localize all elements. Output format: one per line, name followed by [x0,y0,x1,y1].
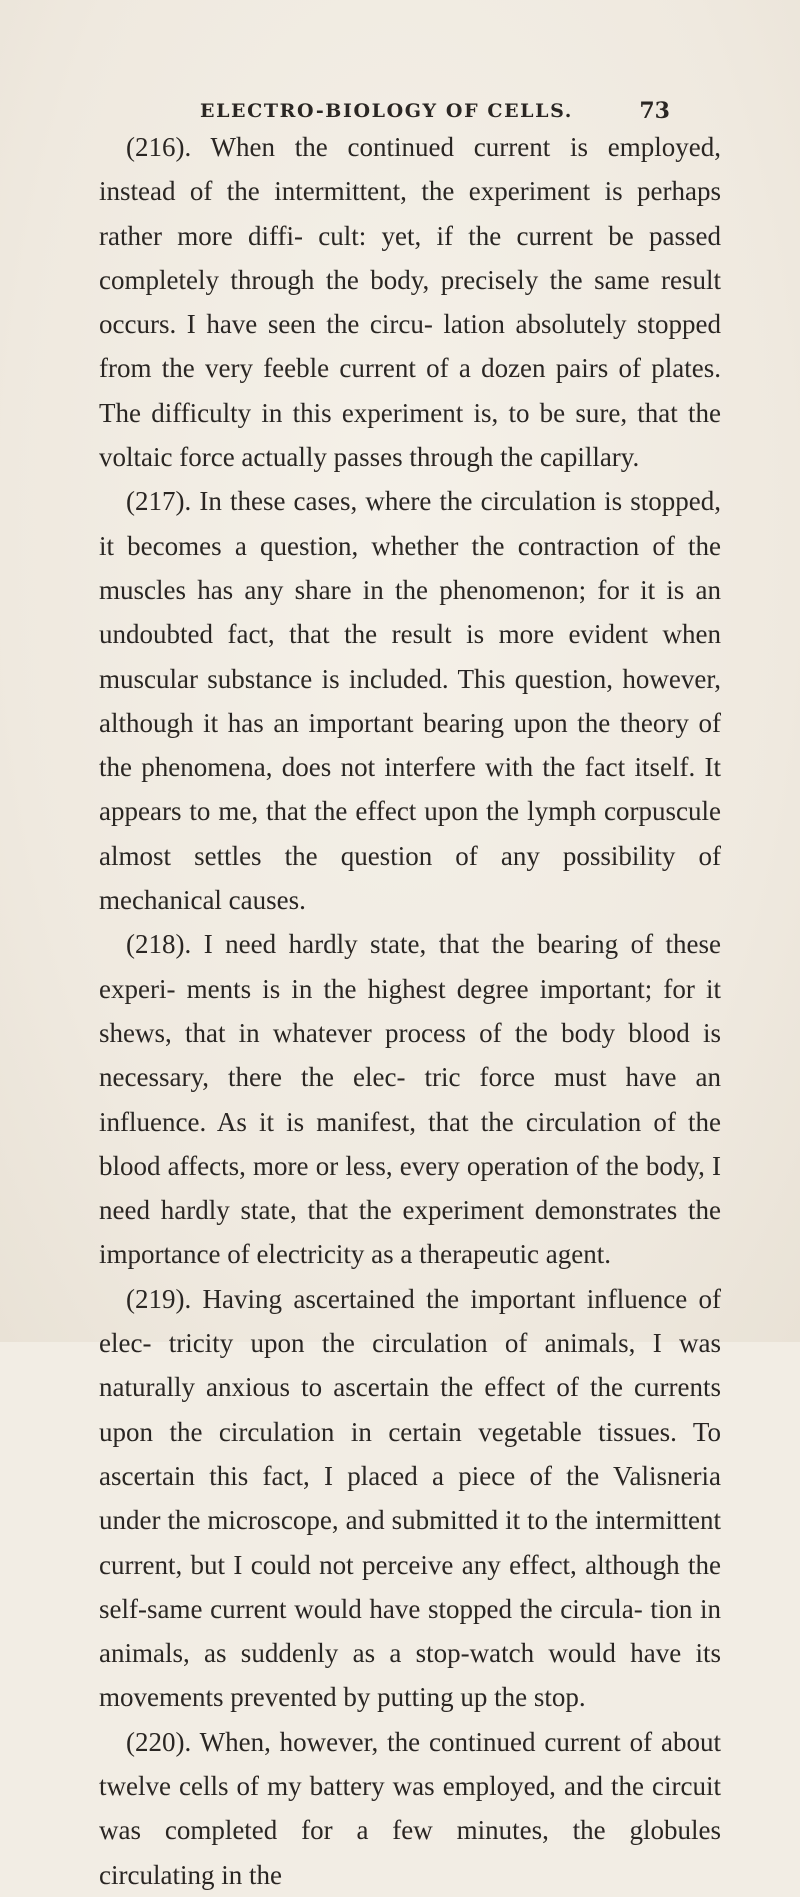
paragraph-219: (219). Having ascertained the important influence of elec- tricity upon the circulation of animals, I was naturally anxious to ascertain the effect of the currents upon the circulation in certain vegetable tissues. To ascertain this fact, I placed a piece of the Valisneria under the microscope, and submitted it to the intermittent current, but I could not perceive any effect, although the self-same current would have stopped the circula- tion in animals, as suddenly as a stop-watch would have its movements prevented by putting up the stop. [99,1283,721,1713]
paragraph-220: (220). When, however, the continued current of about twelve cells of my battery was employed, and the circuit was completed for a few minutes, the globules circulating in the [99,1726,721,1890]
running-title: ELECTRO-BIOLOGY OF CELLS. [200,100,573,122]
paragraph-216: (216). When the continued current is employed, instead of the intermittent, the experiment is perhaps rather more diffi- cult: yet, if the current be passed completely through the body, precisely the same result occurs. I have seen the circu- lation absolutely stopped from the very feeble current of a dozen pairs of plates. The difficulty in this experiment is, to be sure, that the voltaic force actually passes through the capillary. [99,132,721,473]
paragraph-218: (218). I need hardly state, that the bearing of these experi- ments is in the highest degree important; for it shews, that in whatever process of the body blood is necessary, there the elec- tric force must have an influence. As it is manifest, that the circulation of the blood affects, more or less, every operation of the body, I need hardly state, that the experiment demonstrates the importance of electricity as a therapeutic agent. [99,929,721,1270]
running-head [200,96,670,126]
body-text [99,125,721,1897]
paragraph-217: (217). In these cases, where the circulation is stopped, it becomes a question, whether the contraction of the muscles has any share in the phenomenon; for it is an undoubted fact, that the result is more evident when muscular substance is included. This question, however, although it has an important bearing upon the theory of the phenomena, does not interfere with the fact itself. It appears to me, that the effect upon the lymph corpuscule almost settles the question of any possibility of mechanical causes. [99,486,721,916]
page-number: 73 [639,98,670,124]
